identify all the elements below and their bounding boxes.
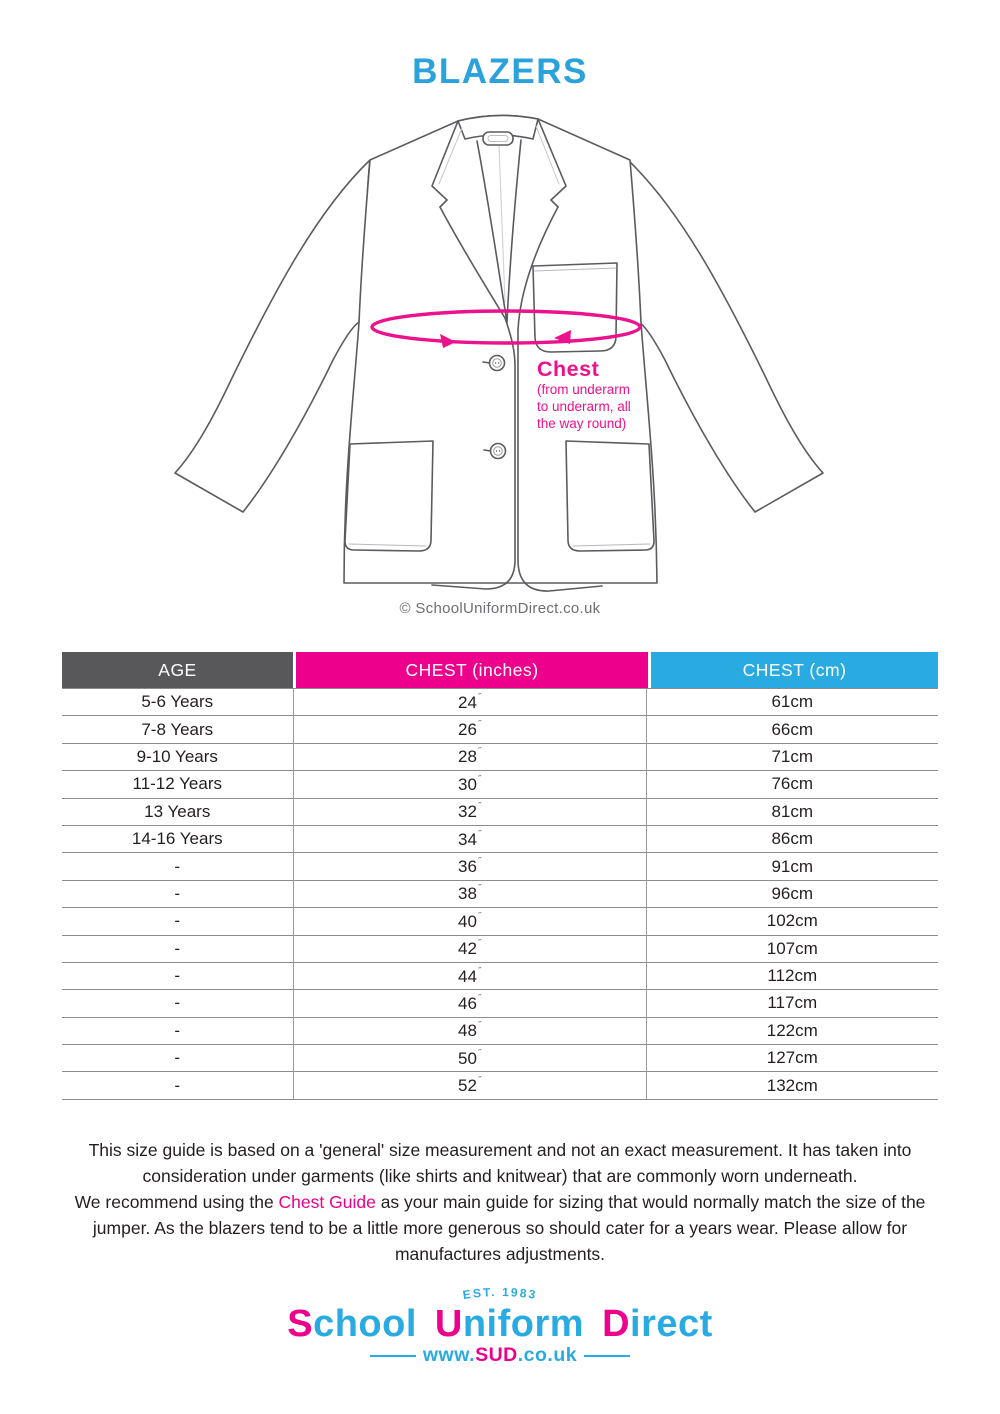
table-row	[62, 962, 938, 989]
age-cell: 9-10 Years	[62, 743, 293, 770]
inch-mark: ˝	[477, 992, 481, 1003]
chest-cm-cell: 61cm	[646, 689, 938, 716]
table-row	[62, 825, 938, 852]
inch-mark: ˝	[477, 773, 481, 784]
chest-cm-cell: 107cm	[646, 935, 938, 962]
chest-cm-cell: 91cm	[646, 853, 938, 880]
chest-inches-cell: 50˝	[293, 1045, 646, 1072]
chest-cm-cell: 66cm	[646, 716, 938, 743]
age-cell: 5-6 Years	[62, 689, 293, 716]
logo-word-direct: Direct	[602, 1303, 713, 1345]
size-table-header	[62, 652, 938, 688]
chest-cm-cell: 117cm	[646, 990, 938, 1017]
age-cell: 14-16 Years	[62, 825, 293, 852]
header-chest-cm: CHEST (cm)	[651, 652, 938, 688]
svg-text:(from underarm: (from underarm	[537, 382, 631, 397]
chest-cm-cell: 102cm	[646, 908, 938, 935]
page-title: BLAZERS	[412, 52, 588, 91]
table-row	[62, 853, 938, 880]
inch-mark: ˝	[477, 883, 481, 894]
footer-paragraph-1: This size guide is based on a 'general' size measurement and not an exact measurement. It has taken into consideration under garments (like shirts and knitwear) that are commonly worn underneath.	[88, 1140, 912, 1186]
size-table	[62, 652, 938, 1100]
chest-cm-cell: 127cm	[646, 1045, 938, 1072]
chest-cm-cell: 96cm	[646, 880, 938, 907]
est-1983-text: EST. 1983	[461, 1284, 539, 1303]
right-dash	[584, 1355, 630, 1358]
age-cell: -	[62, 1072, 293, 1099]
chest-cm-cell: 81cm	[646, 798, 938, 825]
chest-inches-cell: 46˝	[293, 990, 646, 1017]
chest-inches-cell: 44˝	[293, 962, 646, 989]
inch-mark: ˝	[477, 1075, 481, 1086]
inch-mark: ˝	[477, 691, 481, 702]
inch-mark: ˝	[477, 719, 481, 730]
size-table-body	[62, 689, 938, 1100]
table-row	[62, 1017, 938, 1044]
age-cell: -	[62, 935, 293, 962]
age-cell: -	[62, 853, 293, 880]
table-row	[62, 771, 938, 798]
right-sleeve	[628, 160, 823, 512]
table-row	[62, 1072, 938, 1099]
chest-label: Chest	[537, 357, 600, 381]
chest-cm-cell: 132cm	[646, 1072, 938, 1099]
age-cell: -	[62, 990, 293, 1017]
left-pocket	[345, 441, 433, 551]
age-cell: -	[62, 1017, 293, 1044]
chest-inches-cell: 24˝	[293, 689, 646, 716]
chest-guide-link[interactable]: Chest Guide	[278, 1192, 376, 1212]
chest-inches-cell: 28˝	[293, 743, 646, 770]
chest-inches-cell: 30˝	[293, 771, 646, 798]
table-row	[62, 798, 938, 825]
age-cell: -	[62, 1045, 293, 1072]
logo-word-school: School	[287, 1303, 417, 1345]
footer-note	[47, 1137, 953, 1267]
age-cell: 7-8 Years	[62, 716, 293, 743]
table-row	[62, 990, 938, 1017]
left-sleeve	[175, 160, 370, 512]
footer-paragraph-2: We recommend using the Chest Guide as your main guide for sizing that would normally match the size of the jumper. As the blazers tend to be a little more generous so should cater for a years wear. Please allow for manufactures adjustments.	[74, 1192, 926, 1264]
chest-cm-cell: 122cm	[646, 1017, 938, 1044]
chest-inches-cell: 48˝	[293, 1017, 646, 1044]
chest-inches-cell: 52˝	[293, 1072, 646, 1099]
inch-mark: ˝	[477, 856, 481, 867]
inch-mark: ˝	[477, 910, 481, 921]
inch-mark: ˝	[477, 965, 481, 976]
header-chest-inches: CHEST (inches)	[296, 652, 648, 688]
logo-word-uniform: Uniform	[434, 1303, 585, 1345]
chest-cm-cell: 76cm	[646, 771, 938, 798]
table-row	[62, 908, 938, 935]
age-cell: -	[62, 880, 293, 907]
table-row	[62, 1045, 938, 1072]
table-row	[62, 935, 938, 962]
diagram-copyright-caption: © SchoolUniformDirect.co.uk	[399, 600, 601, 617]
svg-text:the way round): the way round)	[537, 416, 627, 431]
age-cell: 11-12 Years	[62, 771, 293, 798]
inch-mark: ˝	[477, 746, 481, 757]
table-row	[62, 880, 938, 907]
inch-mark: ˝	[477, 801, 481, 812]
chest-cm-cell: 86cm	[646, 825, 938, 852]
chest-inches-cell: 42˝	[293, 935, 646, 962]
inch-mark: ˝	[477, 1020, 481, 1031]
svg-text:EST. 1983	[462, 1285, 538, 1302]
brand-logo	[0, 1281, 1000, 1366]
logo-wordmark	[0, 1305, 1000, 1343]
age-cell: -	[62, 908, 293, 935]
chest-inches-cell: 36˝	[293, 853, 646, 880]
chest-cm-cell: 71cm	[646, 743, 938, 770]
age-cell: 13 Years	[62, 798, 293, 825]
chest-cm-cell: 112cm	[646, 962, 938, 989]
blazer-illustration	[0, 0, 1000, 650]
header-age: AGE	[62, 652, 293, 688]
svg-text:to underarm, all: to underarm, all	[537, 399, 631, 414]
table-row	[62, 716, 938, 743]
inch-mark: ˝	[477, 1047, 481, 1058]
right-pocket	[566, 441, 654, 551]
age-cell: -	[62, 962, 293, 989]
chest-inches-cell: 26˝	[293, 716, 646, 743]
inch-mark: ˝	[477, 828, 481, 839]
chest-inches-cell: 40˝	[293, 908, 646, 935]
chest-inches-cell: 32˝	[293, 798, 646, 825]
chest-inches-cell: 38˝	[293, 880, 646, 907]
logo-url[interactable]: www.SUD.co.uk	[0, 1346, 1000, 1366]
chest-inches-cell: 34˝	[293, 825, 646, 852]
table-row	[62, 689, 938, 716]
left-dash	[370, 1355, 416, 1358]
inch-mark: ˝	[477, 938, 481, 949]
table-row	[62, 743, 938, 770]
